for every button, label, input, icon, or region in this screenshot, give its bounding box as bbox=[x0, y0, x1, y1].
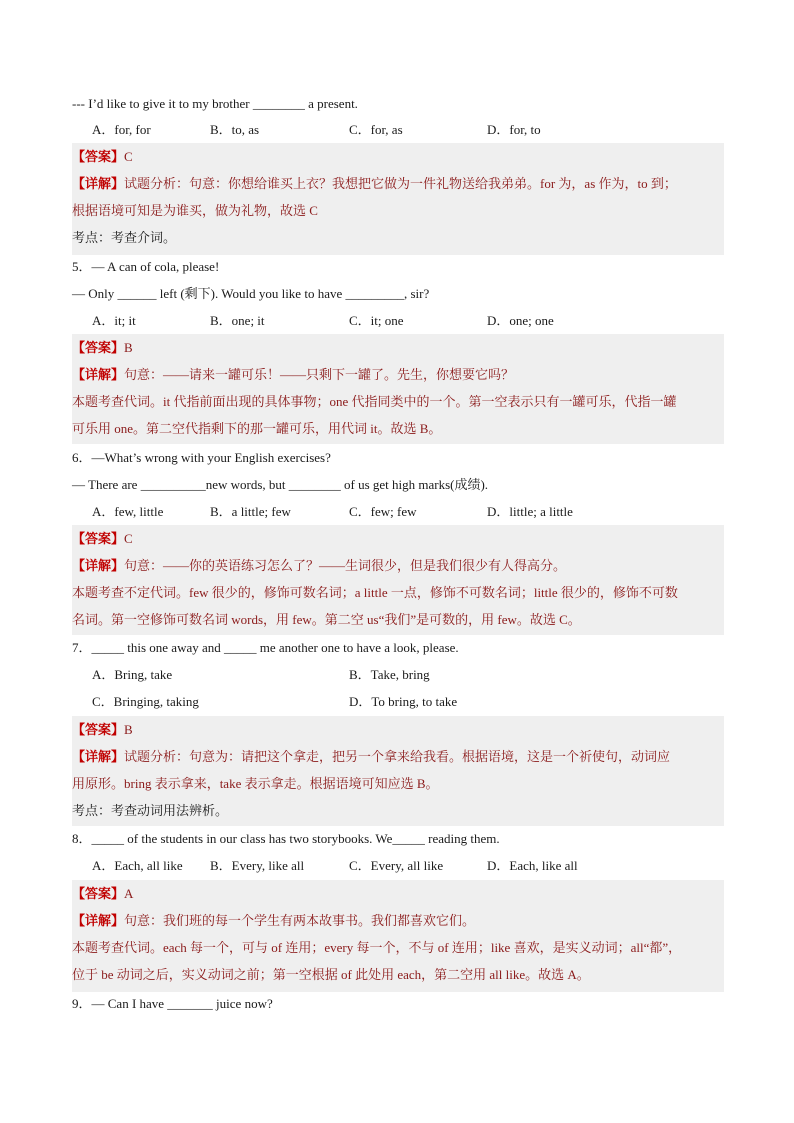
detail-tag: 【详解】 bbox=[72, 367, 125, 382]
question-8-line-1: 8．_____ of the students in our class has two storybooks. We_____ reading them. bbox=[72, 831, 500, 846]
q5-option-d: D．one; one bbox=[487, 313, 554, 328]
q8-option-a: A．Each, all like bbox=[92, 858, 183, 873]
q8-option-d: D．Each, like all bbox=[487, 858, 578, 873]
q6-option-b: B．a little; few bbox=[210, 504, 291, 519]
q6-detail-line-2: 本题考查不定代词。few 很少的，修饰可数名词；a little 一点，修饰不可数名词；little 很少的，修饰不可数 bbox=[72, 585, 678, 600]
q5-option-b: B．one; it bbox=[210, 313, 265, 328]
answer-tag: 【答案】 bbox=[72, 886, 125, 901]
q7-detail-line-1 bbox=[72, 743, 724, 770]
detail-tag: 【详解】 bbox=[72, 558, 125, 573]
q6-detail-line-3: 名词。第一空修饰可数名词 words，用 few。第二空 us“我们”是可数的，用 few。故选 C。 bbox=[72, 612, 581, 627]
detail-tag: 【详解】 bbox=[72, 913, 125, 928]
detail-text: 句意：我们班的每一个学生有两本故事书。我们都喜欢它们。 bbox=[124, 913, 476, 928]
q6-option-c: C．few; few bbox=[349, 504, 417, 519]
q8-detail-line-3: 位于 be 动词之后，实义动词之前；第一空根据 of 此处用 each，第二空用 all like。故选 A。 bbox=[72, 967, 590, 982]
answer-letter: C bbox=[124, 149, 133, 164]
q7-detail-line-2: 用原形。bring 表示拿来，take 表示拿走。根据语境可知应选 B。 bbox=[72, 776, 439, 791]
q8-option-b: B．Every, like all bbox=[210, 858, 305, 873]
q7-kaodian: 考点：考查动词用法辨析。 bbox=[72, 803, 229, 818]
q4-detail-line-2: 根据语境可知是为谁买，做为礼物，故选 C bbox=[72, 203, 318, 218]
answer-tag: 【答案】 bbox=[72, 531, 125, 546]
detail-text: 句意：——你的英语练习怎么了？——生词很少，但是我们很少有人得高分。 bbox=[124, 558, 567, 573]
detail-tag: 【详解】 bbox=[72, 749, 125, 764]
q6-option-a: A．few, little bbox=[92, 504, 164, 519]
q7-option-b: B．Take, bring bbox=[349, 667, 430, 682]
q8-detail-line-2: 本题考查代词。each 每一个，可与 of 连用；every 每一个，不与 of 连用；like 喜欢，是实义动词；all“都”， bbox=[72, 940, 682, 955]
q4-option-d: D．for, to bbox=[487, 122, 541, 137]
q5-option-c: C．it; one bbox=[349, 313, 404, 328]
q5-option-a: A．it; it bbox=[92, 313, 136, 328]
q4-option-b: B．to, as bbox=[210, 122, 260, 137]
q4-option-a: A．for, for bbox=[92, 122, 151, 137]
q6-option-d: D．little; a little bbox=[487, 504, 573, 519]
q6-answer-line bbox=[72, 525, 724, 552]
q7-option-c: C．Bringing, taking bbox=[92, 694, 199, 709]
q8-detail-line-1 bbox=[72, 907, 724, 934]
q4-answer-line bbox=[72, 143, 724, 170]
answer-tag: 【答案】 bbox=[72, 340, 125, 355]
question-6-line-1: 6．—What’s wrong with your English exercises? bbox=[72, 450, 331, 465]
q7-answer-line bbox=[72, 716, 724, 743]
detail-text: 试题分析：句意为：请把这个拿走，把另一个拿来给我看。根据语境，这是一个祈使句，动词应 bbox=[124, 749, 671, 764]
q5-answer-line bbox=[72, 334, 724, 361]
question-4-stem: --- I’d like to give it to my brother ________ a present. bbox=[72, 96, 358, 111]
q7-option-a: A．Bring, take bbox=[92, 667, 173, 682]
answer-tag: 【答案】 bbox=[72, 722, 125, 737]
question-9-line-1: 9．— Can I have _______ juice now? bbox=[72, 996, 273, 1011]
detail-tag: 【详解】 bbox=[72, 176, 125, 191]
answer-letter: C bbox=[124, 531, 133, 546]
question-7-line-1: 7．_____ this one away and _____ me another one to have a look, please. bbox=[72, 640, 459, 655]
question-6-line-2: — There are __________new words, but ________ of us get high marks(成绩). bbox=[72, 477, 489, 492]
answer-letter: B bbox=[124, 722, 133, 737]
answer-letter: A bbox=[124, 886, 134, 901]
q4-detail-line-1 bbox=[72, 170, 724, 197]
q8-option-c: C．Every, all like bbox=[349, 858, 444, 873]
q5-detail-line-3: 可乐用 one。第二空代指剩下的那一罐可乐，用代词 it。故选 B。 bbox=[72, 421, 442, 436]
q4-kaodian: 考点：考查介词。 bbox=[72, 230, 177, 245]
question-5-line-1: 5．— A can of cola, please! bbox=[72, 259, 220, 274]
answer-letter: B bbox=[124, 340, 133, 355]
q5-detail-line-2: 本题考查代词。it 代指前面出现的具体事物；one 代指同类中的一个。第一空表示只有一罐可乐，代指一罐 bbox=[72, 394, 677, 409]
detail-text: 试题分析：句意：你想给谁买上衣？我想把它做为一件礼物送给我弟弟。for 为，as 作为，to 到； bbox=[124, 176, 677, 191]
q6-detail-line-1 bbox=[72, 552, 724, 579]
question-5-line-2: — Only ______ left (剩下). Would you like to have _________, sir? bbox=[72, 286, 430, 301]
detail-text: 句意：——请来一罐可乐！——只剩下一罐了。先生，你想要它吗？ bbox=[124, 367, 515, 382]
q5-detail-line-1 bbox=[72, 361, 724, 388]
q4-option-c: C．for, as bbox=[349, 122, 403, 137]
answer-tag: 【答案】 bbox=[72, 149, 125, 164]
q8-answer-line bbox=[72, 880, 724, 907]
q7-option-d: D．To bring, to take bbox=[349, 694, 458, 709]
